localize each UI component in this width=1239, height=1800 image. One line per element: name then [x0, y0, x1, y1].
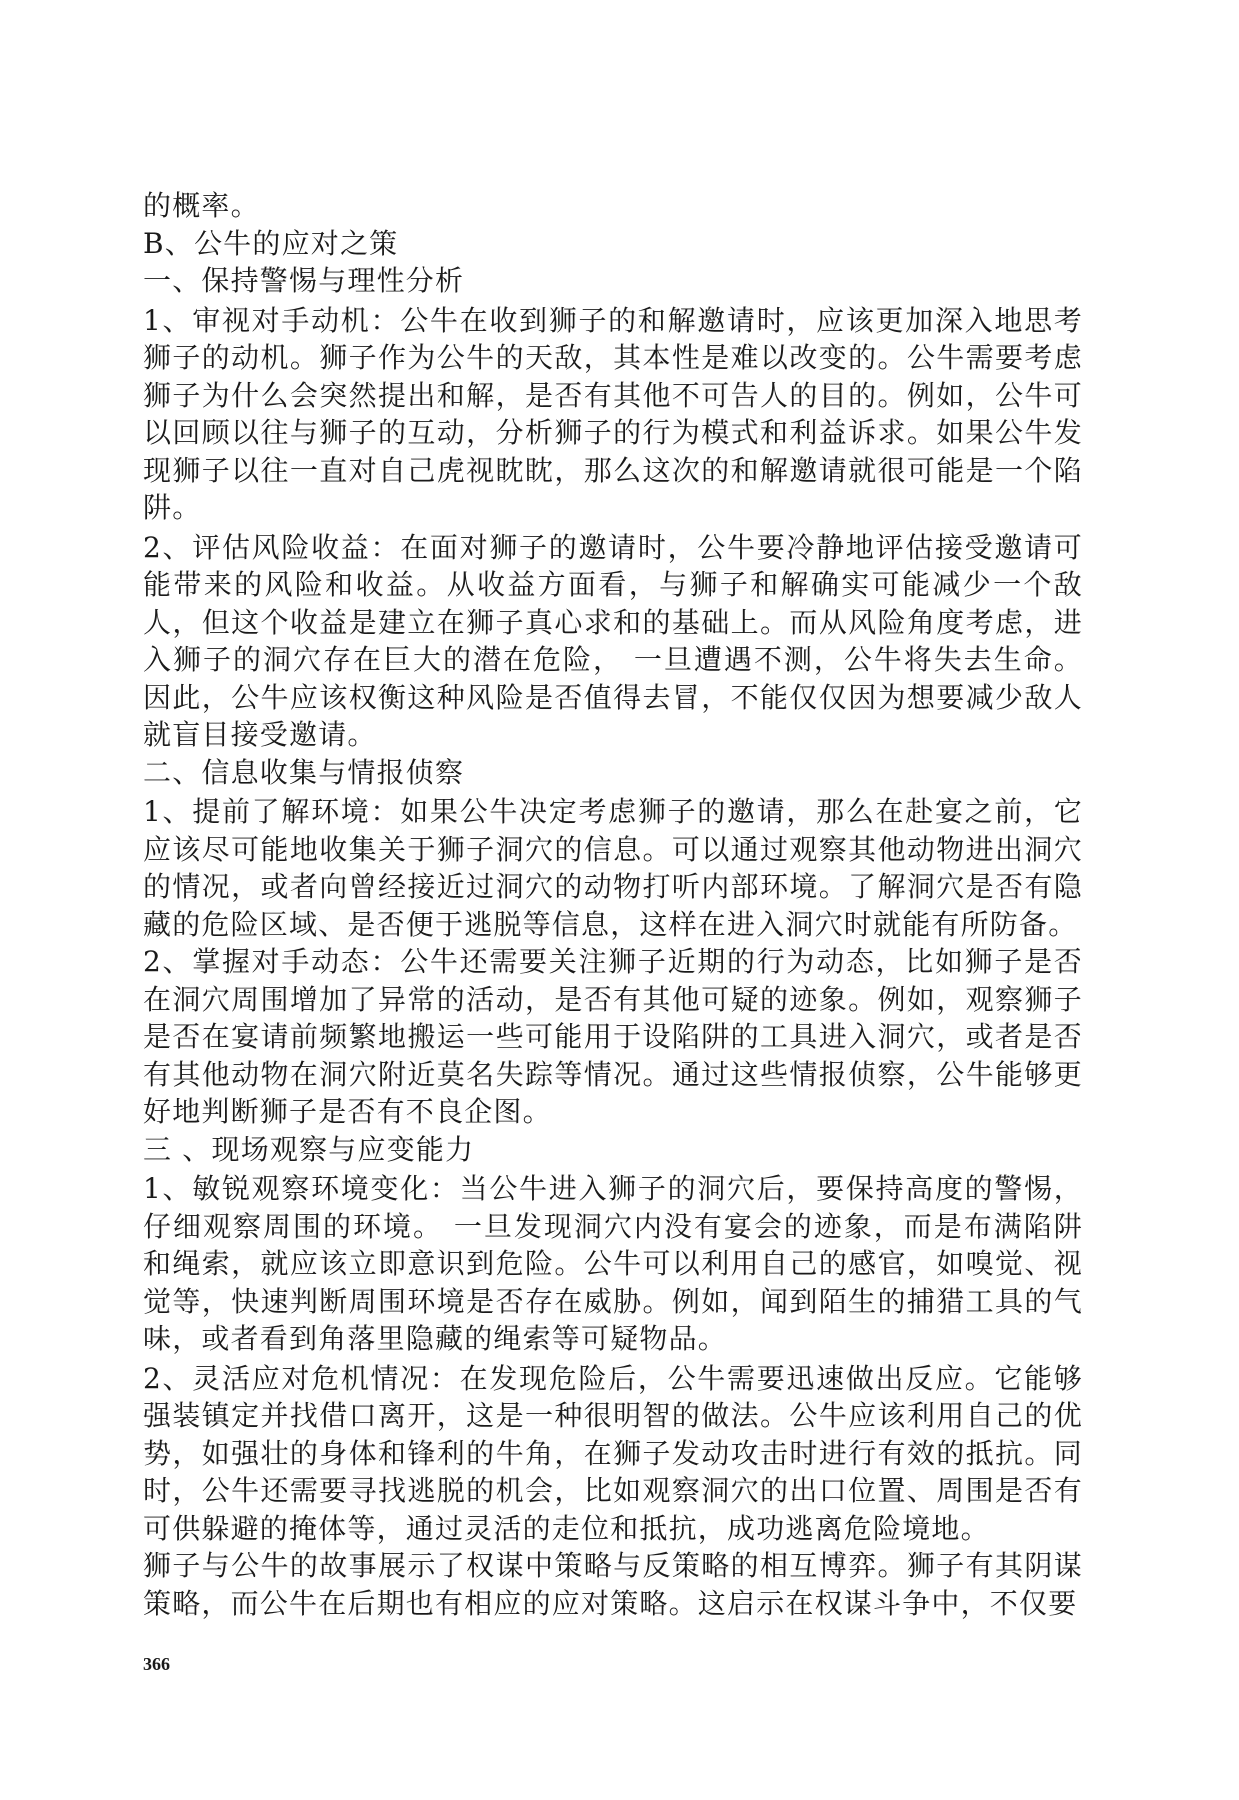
body-text: [143, 187, 1083, 1622]
subheading-2: 二、信息收集与情报侦察: [143, 755, 465, 789]
paragraph-continuation: 的概率。: [143, 189, 260, 222]
paragraph: 1、审视对手动机：公牛在收到狮子的和解邀请时，应该更加深入地思考狮子的动机。狮子作为公牛的天敌，其本性是难以改变的。公牛需要考虑狮子为什么会突然提出和解，是否有其他不可告人的目的。例如，公牛可以回顾以往与狮子的互动，分析狮子的行为模式和利益诉求。如果公牛发现狮子以往一直对自己虎视眈眈，那么这次的和解邀请就很可能是一个陷阱。: [143, 303, 1083, 524]
paragraph: 2、灵活应对危机情况：在发现危险后，公牛需要迅速做出反应。它能够强装镇定并找借口离开，这是一种很明智的做法。公牛应该利用自己的优势，如强壮的身体和锋利的牛角，在狮子发动攻击时进行有效的抵抗。同时，公牛还需要寻找逃脱的机会，比如观察洞穴的出口位置、周围是否有可供躲避的掩体等，通过灵活的走位和抵抗，成功逃离危险境地。: [143, 1361, 1083, 1545]
paragraph: 1、敏锐观察环境变化：当公牛进入狮子的洞穴后，要保持高度的警惕，仔细观察周围的环境。 一旦发现洞穴内没有宴会的迹象，而是布满陷阱和绳索，就应该立即意识到危险。公牛可以利用自己的感官，如嗅觉、视觉等，快速判断周围环境是否存在威胁。例如，闻到陌生的捕猎工具的气味，或者看到角落里隐藏的绳索等可疑物品。: [143, 1172, 1083, 1355]
page-number: 366: [143, 1654, 170, 1674]
paragraph-conclusion: 狮子与公牛的故事展示了权谋中策略与反策略的相互博弈。狮子有其阴谋策略，而公牛在后期也有相应的应对策略。这启示在权谋斗争中，不仅要: [143, 1549, 1083, 1620]
paragraph: 1、提前了解环境：如果公牛决定考虑狮子的邀请，那么在赴宴之前，它应该尽可能地收集关于狮子洞穴的信息。可以通过观察其他动物进出洞穴的情况，或者向曾经接近过洞穴的动物打听内部环境。了解洞穴是否有隐藏的危险区域、是否便于逃脱等信息，这样在进入洞穴时就能有所防备。: [143, 795, 1083, 941]
subheading-3: 三 、现场观察与应变能力: [143, 1132, 475, 1166]
section-heading-b: B、公牛的应对之策: [143, 226, 399, 260]
subheading-1: 一、保持警惕与理性分析: [143, 264, 465, 297]
paragraph: 2、评估风险收益：在面对狮子的邀请时，公牛要冷静地评估接受邀请可能带来的风险和收益。从收益方面看，与狮子和解确实可能减少一个敌人，但这个收益是建立在狮子真心求和的基础上。而从风险角度考虑，进入狮子的洞穴存在巨大的潜在危险， 一旦遭遇不测，公牛将失去生命。因此，公牛应该权衡这种风险是否值得去冒，不能仅仅因为想要减少敌人就盲目接受邀请。: [143, 530, 1083, 751]
paragraph: 2、掌握对手动态：公牛还需要关注狮子近期的行为动态，比如狮子是否在洞穴周围增加了异常的活动，是否有其他可疑的迹象。例如，观察狮子是否在宴请前频繁地搬运一些可能用于设陷阱的工具进入洞穴，或者是否有其他动物在洞穴附近莫名失踪等情况。通过这些情报侦察，公牛能够更好地判断狮子是否有不良企图。: [143, 945, 1083, 1128]
